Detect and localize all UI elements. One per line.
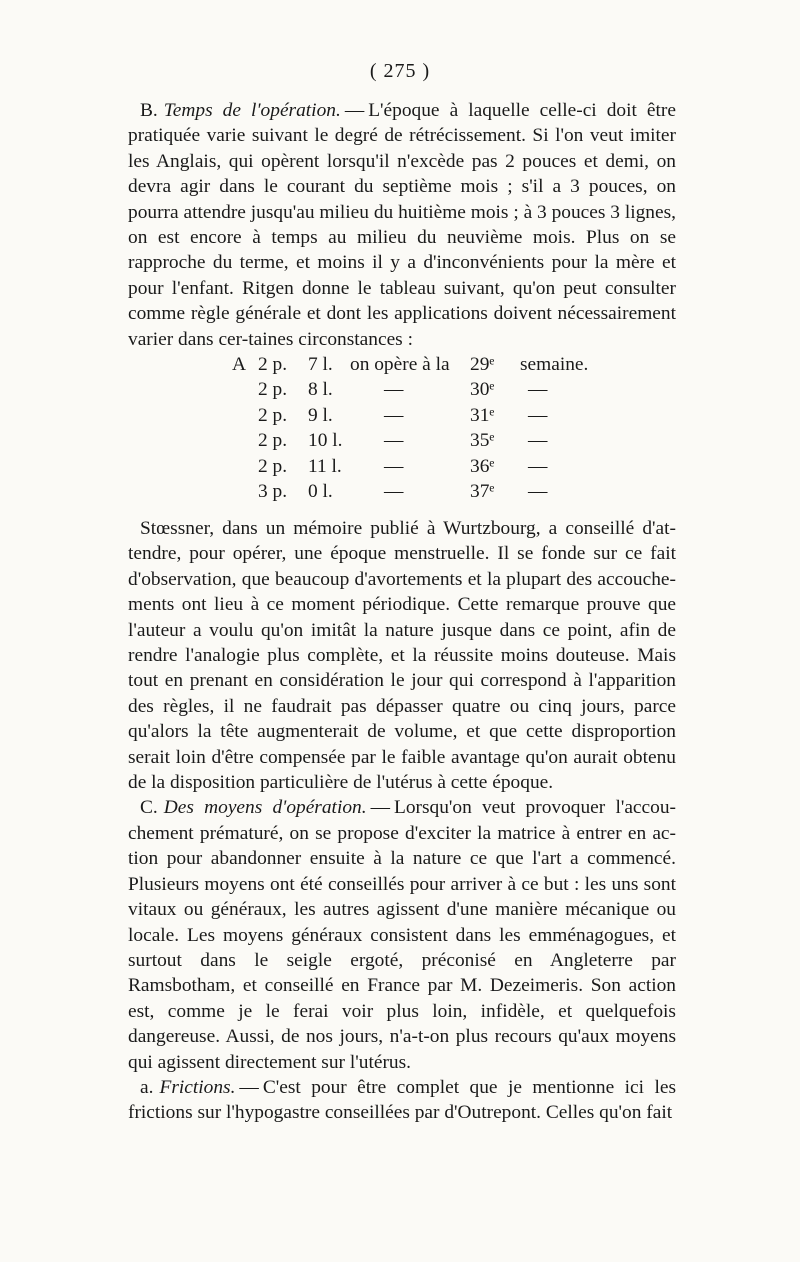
row-text: — — [384, 430, 404, 452]
section-c-line: Lorsqu'on veut provoquer l'accou- — [393, 797, 676, 819]
row-suffix: semaine. — [520, 354, 589, 375]
row-week: 36ᵉ — [470, 455, 495, 477]
section-b-letter: B. — [140, 100, 158, 121]
row-pouces: 3 p. — [258, 480, 288, 502]
stoessner-line: tendre, pour opérer, une époque menstruelle. Il se fonde sur ce fait — [128, 543, 676, 565]
row-text: — — [384, 455, 404, 477]
table-row — [232, 454, 592, 479]
section-b-line: les Anglais, qui opèrent lorsqu'il n'excède pas 2 pouces et demi, on — [128, 150, 676, 172]
table-row — [232, 377, 592, 402]
section-c-line: chement prématuré, on se propose d'exciter la matrice à entrer en ac- — [128, 822, 676, 844]
row-suffix: — — [528, 430, 548, 452]
stoessner-line: qu'alors la tête augmenterait de volume, et que cette disproportion — [128, 721, 676, 743]
stoessner-line: rendre l'analogie plus complète, et la réussite moins douteuse. Mais — [128, 645, 676, 667]
section-b-line: attendre jusqu'au milieu du huitième mois ; à 3 pouces 3 lignes, on est — [128, 201, 676, 249]
section-a-line: frictions sur l'hypogastre conseillées par d'Outrepont. Celles qu'on fait — [128, 1102, 673, 1124]
stoessner-line: l'auteur a voulu qu'on imitât la nature jusque dans ce point, afin de — [128, 619, 676, 641]
row-pouces: 2 p. — [258, 379, 288, 401]
row-week: 37ᵉ — [470, 480, 495, 502]
section-b-dash: — — [344, 100, 365, 121]
section-b-line: taines circonstances : — [248, 328, 413, 350]
row-suffix: — — [528, 480, 548, 502]
section-a-paragraph — [128, 1075, 676, 1126]
row-suffix: — — [528, 455, 548, 477]
section-c-title: Des moyens d'opération. — [163, 797, 367, 819]
stoessner-line: tout en prenant en considération le jour qui correspond à l'apparition — [128, 670, 676, 692]
row-week: 30ᵉ — [470, 379, 495, 401]
section-c-line: ferai voir plus loin, infidèle, et quelquefois dangereuse. Aussi, de nos — [128, 1000, 676, 1048]
table-row — [232, 403, 592, 428]
table-row — [232, 479, 592, 504]
row-text: — — [384, 379, 404, 401]
table-row — [232, 352, 592, 377]
row-lignes: 11 l. — [308, 455, 342, 477]
row-week: 31ᵉ — [470, 404, 495, 426]
section-b-line: Ritgen donne le tableau suivant, qu'on peut consulter comme règle — [128, 277, 676, 325]
ritgen-table — [232, 352, 592, 504]
section-a-letter: a. — [140, 1076, 154, 1098]
row-prefix: A — [232, 354, 247, 375]
section-b-line: encore à temps au milieu du neuvième mois. Plus on se rapproche du — [128, 227, 676, 274]
row-text: on opère à la — [350, 354, 450, 375]
row-lignes: 8 l. — [308, 379, 333, 401]
section-c-line: jours, n'a-t-on plus recours qu'aux moyens qui agissent directement sur — [128, 1026, 676, 1073]
section-c-line: l'utérus. — [349, 1051, 411, 1073]
section-c-line: et conseillé en France par M. Dezeimeris. Son action est, comme je le — [128, 975, 676, 1022]
stoessner-line: serait loin d'être compensée par le faible avantage qu'on aurait obtenu — [128, 746, 676, 768]
row-lignes: 0 l. — [308, 480, 333, 502]
table-row — [232, 428, 592, 453]
stoessner-line: Stœssner, dans un mémoire publié à Wurtzbourg, a conseillé d'at- — [140, 518, 676, 539]
section-b-line: pratiquée varie suivant le degré de rétrécissement. Si l'on veut imiter — [128, 125, 676, 147]
section-b-line: générale et dont les applications doivent nécessairement varier dans cer- — [128, 303, 676, 350]
stoessner-paragraph — [128, 516, 676, 795]
section-b-line: L'époque à laquelle celle-ci doit être — [368, 100, 676, 121]
section-a-title: Frictions. — [159, 1076, 236, 1098]
section-b-paragraph — [128, 98, 676, 352]
page-number: ( 275 ) — [369, 60, 431, 82]
row-week: 29ᵉ — [470, 354, 495, 375]
row-lignes: 7 l. — [308, 354, 333, 375]
section-c-dash: — — [370, 797, 390, 819]
stoessner-line: de la disposition particulière de l'utérus à cette époque. — [128, 772, 554, 794]
section-b-text — [128, 98, 676, 352]
row-suffix: — — [528, 404, 548, 426]
stoessner-line: ments ont lieu à ce moment périodique. Cette remarque prouve que — [128, 594, 676, 616]
row-lignes: 9 l. — [308, 404, 333, 426]
lower-text — [128, 516, 676, 1126]
section-a-dash: — — [239, 1076, 259, 1098]
section-b-line: devra agir dans le courant du septième mois ; s'il a 3 pouces, on pourra — [128, 176, 676, 223]
row-pouces: 2 p. — [258, 404, 288, 426]
section-c-line: locale. Les moyens généraux consistent dans les emménagogues, et — [128, 924, 676, 946]
section-c-line: surtout dans le seigle ergoté, préconisé en Angleterre par Ramsbotham, — [128, 949, 676, 997]
row-suffix: — — [528, 379, 548, 401]
row-week: 35ᵉ — [470, 430, 495, 452]
section-c-line: Plusieurs moyens ont été conseillés pour arriver à ce but : les uns sont — [128, 873, 676, 895]
row-pouces: 2 p. — [258, 455, 288, 477]
row-text: — — [384, 404, 404, 426]
row-text: — — [384, 480, 404, 502]
section-a-line: C'est pour être complet que je mentionne ici les — [262, 1076, 676, 1098]
row-pouces: 2 p. — [258, 354, 288, 375]
row-pouces: 2 p. — [258, 430, 288, 452]
stoessner-line: des règles, il ne faudrait pas dépasser quatre ou cinq jours, parce — [128, 695, 676, 717]
section-c-line: tion pour abandonner ensuite à la nature ce que l'art a commencé. — [128, 848, 676, 870]
section-c-letter: C. — [140, 797, 158, 819]
stoessner-line: d'observation, que beaucoup d'avortements et la plupart des accouche- — [128, 568, 676, 590]
row-lignes: 10 l. — [308, 430, 343, 452]
section-c-line: vitaux ou généraux, les autres agissent d'une manière mécanique ou — [128, 899, 676, 921]
section-c-paragraph — [128, 795, 676, 1074]
section-b-line: terme, et moins il y a d'inconvénients pour la mère et pour l'enfant. — [128, 252, 676, 299]
section-b-title: Temps de l'opération. — [163, 100, 341, 121]
